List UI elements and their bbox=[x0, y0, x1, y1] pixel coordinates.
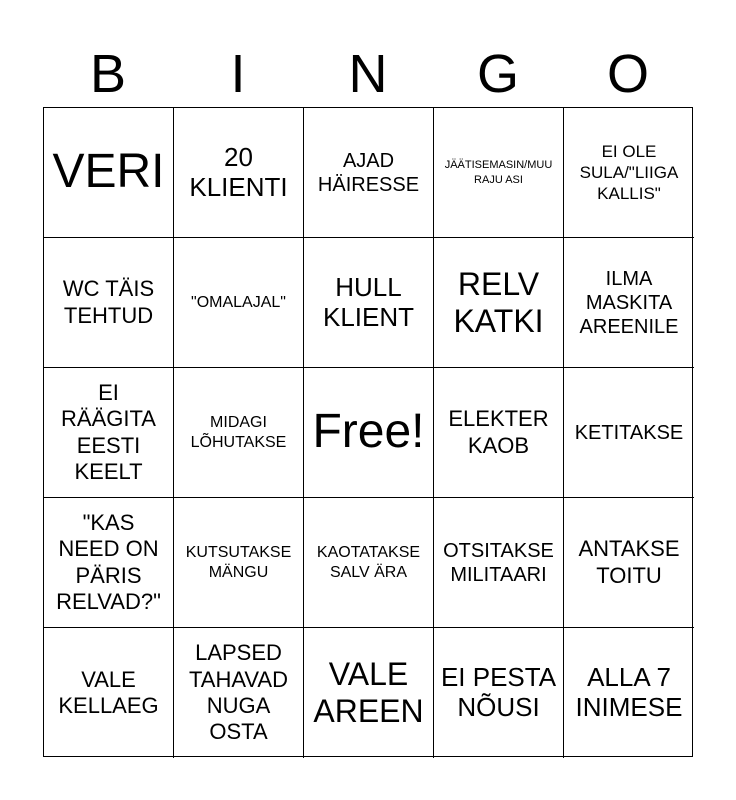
cell-text: EI OLE SULA/"LIIGA KALLIS" bbox=[579, 141, 679, 204]
cell-text: RELV KATKI bbox=[453, 265, 544, 339]
bingo-cell-5-3[interactable] bbox=[304, 628, 434, 758]
bingo-cell-5-2[interactable] bbox=[174, 628, 304, 758]
cell-text: EI PESTA NÕUSI bbox=[440, 662, 557, 722]
bingo-cell-1-5[interactable] bbox=[564, 108, 694, 238]
cell-text: "KAS NEED ON PÄRIS RELVAD?" bbox=[56, 509, 161, 614]
cell-text: OTSITAKSE MILITAARI bbox=[443, 539, 554, 586]
bingo-cell-2-5[interactable] bbox=[564, 238, 694, 368]
bingo-cell-3-3[interactable] bbox=[304, 368, 434, 498]
bingo-cell-1-4[interactable] bbox=[434, 108, 564, 238]
bingo-cell-5-5[interactable] bbox=[564, 628, 694, 758]
bingo-cell-5-4[interactable] bbox=[434, 628, 564, 758]
bingo-cell-2-3[interactable] bbox=[304, 238, 434, 368]
cell-text: EI RÄÄGITA EESTI KEELT bbox=[61, 379, 156, 484]
cell-text: ALLA 7 INIMESE bbox=[575, 662, 683, 722]
cell-text: LAPSED TAHAVAD NUGA OSTA bbox=[188, 640, 288, 745]
header-letter-g: G bbox=[476, 44, 519, 104]
header-letter-i: I bbox=[230, 44, 246, 104]
cell-text: VALE KELLAEG bbox=[58, 666, 159, 718]
bingo-board bbox=[43, 107, 693, 757]
bingo-cell-2-4[interactable] bbox=[434, 238, 564, 368]
bingo-cell-4-3[interactable] bbox=[304, 498, 434, 628]
header-letter-b: B bbox=[89, 44, 127, 104]
cell-text: VERI bbox=[52, 145, 165, 199]
cell-text: KUTSUTAKSE MÄNGU bbox=[185, 543, 292, 581]
cell-text: VALE AREEN bbox=[313, 656, 424, 729]
cell-text: "OMALAJAL" bbox=[191, 293, 286, 311]
cell-text: WC TÄIS TEHTUD bbox=[62, 276, 155, 328]
bingo-cell-3-5[interactable] bbox=[564, 368, 694, 498]
cell-text: JÄÄTISEMASIN/MUU RAJU ASI bbox=[444, 159, 553, 186]
bingo-header bbox=[43, 40, 693, 108]
header-letter-n: N bbox=[348, 44, 388, 104]
bingo-cell-3-2[interactable] bbox=[174, 368, 304, 498]
cell-text: KETITAKSE bbox=[574, 421, 684, 444]
bingo-cell-3-1[interactable] bbox=[44, 368, 174, 498]
cell-text: ELEKTER KAOB bbox=[448, 406, 549, 458]
bingo-cell-4-2[interactable] bbox=[174, 498, 304, 628]
bingo-cell-4-4[interactable] bbox=[434, 498, 564, 628]
cell-text: KAOTATAKSE SALV ÄRA bbox=[316, 543, 421, 581]
bingo-cell-2-1[interactable] bbox=[44, 238, 174, 368]
bingo-cell-4-1[interactable] bbox=[44, 498, 174, 628]
cell-text: ILMA MASKITA AREENILE bbox=[579, 267, 679, 338]
header-letter-o: O bbox=[606, 44, 649, 104]
bingo-cell-4-5[interactable] bbox=[564, 498, 694, 628]
cell-text: Free! bbox=[312, 405, 425, 459]
bingo-cell-1-3[interactable] bbox=[304, 108, 434, 238]
bingo-cell-5-1[interactable] bbox=[44, 628, 174, 758]
cell-text: AJAD HÄIRESSE bbox=[317, 149, 420, 196]
bingo-cell-1-2[interactable] bbox=[174, 108, 304, 238]
cell-text: 20 KLIENTI bbox=[189, 141, 288, 202]
bingo-cell-3-4[interactable] bbox=[434, 368, 564, 498]
bingo-cell-2-2[interactable] bbox=[174, 238, 304, 368]
cell-text: ANTAKSE TOITU bbox=[578, 536, 680, 588]
cell-text: HULL KLIENT bbox=[322, 271, 415, 332]
bingo-cell-1-1[interactable] bbox=[44, 108, 174, 238]
cell-text: MIDAGI LÕHUTAKSE bbox=[190, 413, 287, 451]
